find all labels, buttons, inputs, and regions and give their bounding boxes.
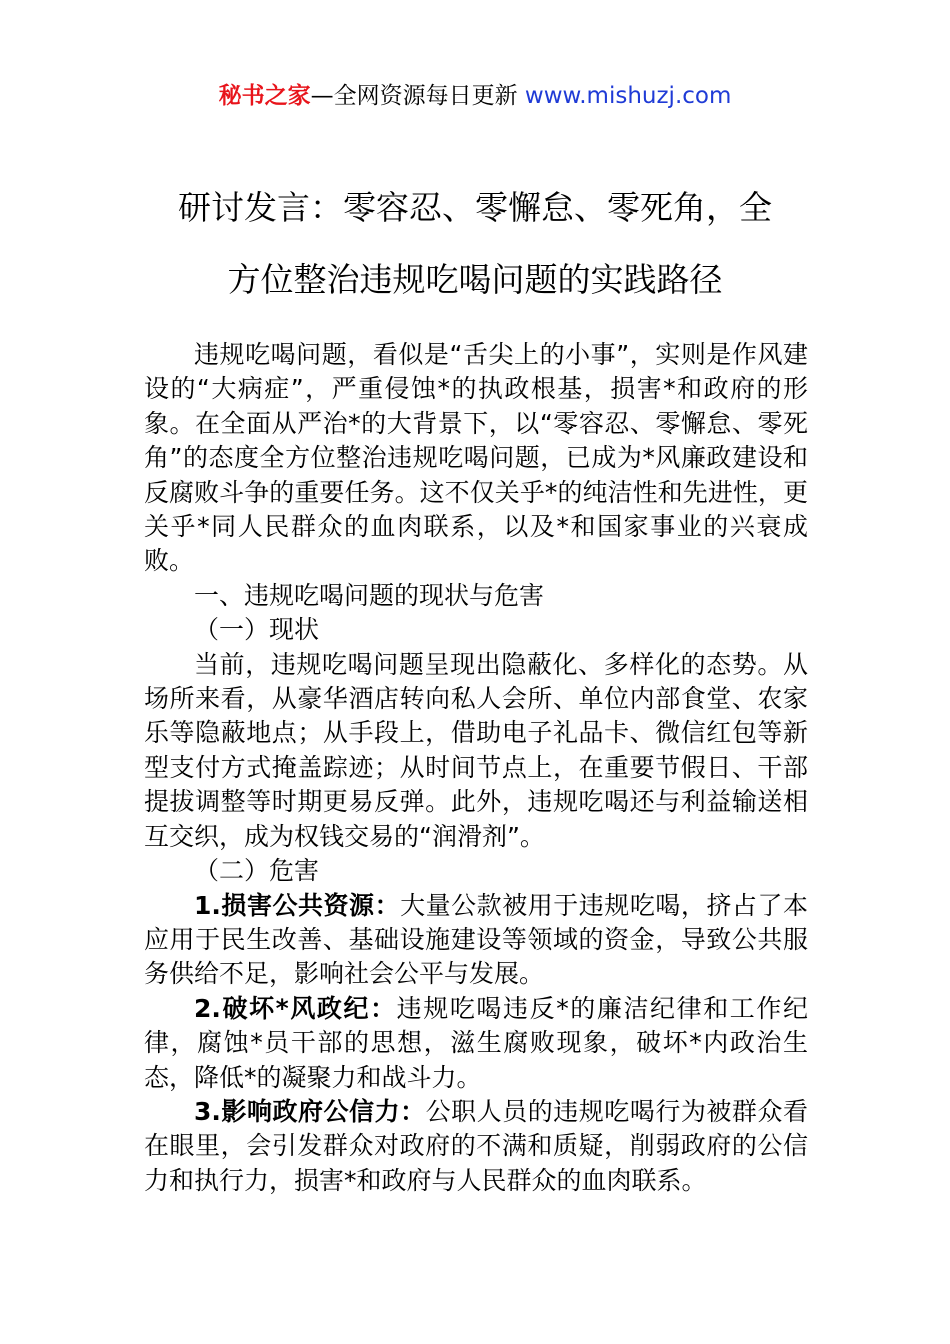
harm-item-2-text: 违规吃喝违反*的廉洁纪律和工作纪律，腐蚀*员干部的思想，滋生腐败现象，破坏*内政治生态，降低*的凝聚力和战斗力。 bbox=[144, 993, 808, 1092]
title-line-2: 方位整治违规吃喝问题的实践路径 bbox=[227, 260, 723, 299]
harm-item-2-label: 2.破坏*风政纪： bbox=[194, 993, 397, 1023]
harm-item-2 bbox=[144, 992, 808, 1095]
site-url[interactable]: www.mishuzj.com bbox=[524, 83, 732, 109]
document-body bbox=[144, 338, 808, 1198]
document-title bbox=[120, 172, 830, 316]
section-1-heading: 一、违规吃喝问题的现状与危害 bbox=[194, 580, 545, 610]
title-line-1: 研讨发言：零容忍、零懈怠、零死角，全 bbox=[178, 188, 772, 227]
site-header bbox=[0, 80, 950, 112]
harm-item-1 bbox=[144, 889, 808, 992]
intro-paragraph: 违规吃喝问题，看似是“舌尖上的小事”，实则是作风建设的“大病症”，严重侵蚀*的执政根基，损害*和政府的形象。在全面从严治*的大背景下，以“零容忍、零懈怠、零死角”的态度全方位整治违规吃喝问题，已成为*风廉政建设和反腐败斗争的重要任务。这不仅关乎*的纯洁性和先进性，更关乎*同人民群众的血肉联系，以及*和国家事业的兴衰成败。 bbox=[144, 340, 808, 576]
subsection-1-paragraph: 当前，违规吃喝问题呈现出隐蔽化、多样化的态势。从场所来看，从豪华酒店转向私人会所、单位内部食堂、农家乐等隐蔽地点；从手段上，借助电子礼品卡、微信红包等新型支付方式掩盖踪迹；从时间节点上，在重要节假日、干部提拔调整等时期更易反弹。此外，违规吃喝还与利益输送相互交织，成为权钱交易的“润滑剂”。 bbox=[144, 649, 808, 851]
harm-item-1-label: 1.损害公共资源： bbox=[194, 890, 401, 920]
subsection-1-heading: （一）现状 bbox=[194, 615, 320, 645]
harm-item-3-text: 公职人员的违规吃喝行为被群众看在眼里，会引发群众对政府的不满和质疑，削弱政府的公信力和执行力，损害*和政府与人民群众的血肉联系。 bbox=[144, 1096, 808, 1195]
subsection-2-heading: （二）危害 bbox=[194, 856, 320, 886]
site-tagline: —全网资源每日更新 bbox=[310, 83, 525, 109]
harm-item-1-text: 大量公款被用于违规吃喝，挤占了本应用于民生改善、基础设施建设等领域的资金，导致公共服务供给不足，影响社会公平与发展。 bbox=[144, 890, 808, 989]
harm-item-3-label: 3.影响政府公信力： bbox=[194, 1096, 426, 1126]
site-name: 秘书之家 bbox=[218, 83, 311, 109]
harm-item-3 bbox=[144, 1095, 808, 1198]
